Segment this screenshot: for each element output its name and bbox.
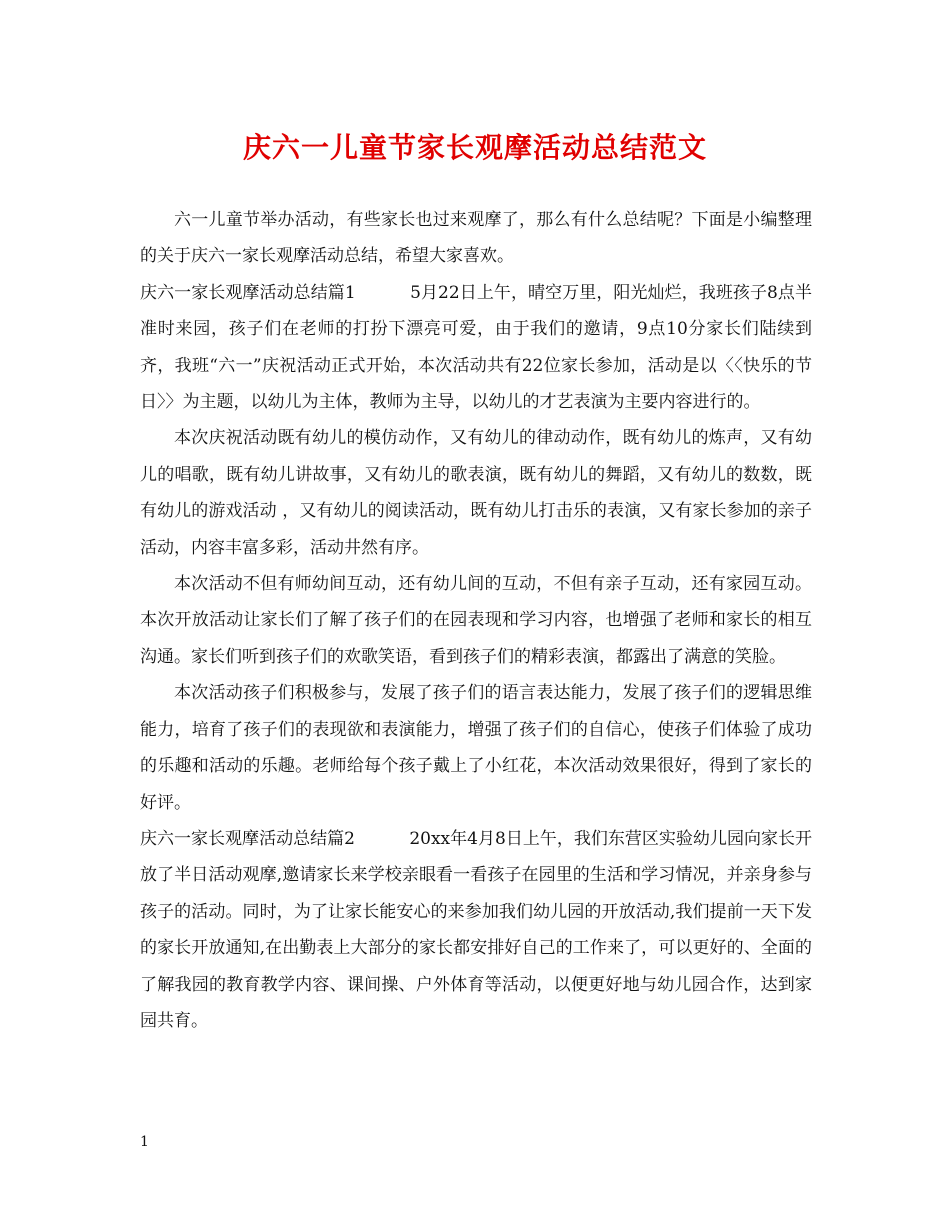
section1-lead-paragraph [140, 275, 812, 421]
document-title: 庆六一儿童节家长观摩活动总结范文 [242, 131, 707, 164]
document-body [140, 202, 812, 1039]
section2-lead-text: 20xx年4月8日上午，我们东营区实验幼儿园向家长开放了半日活动观摩,邀请家长来学校亲眼看一看孩子在园里的生活和学习情况，并亲身参与孩子的活动。同时，为了让家长能安心的来参加我们幼儿园的开放活动,我们提前一天下发的家长开放通知,在出勤表上大部分的家长都安排好自己的工作来了，可以更好的、全面的了解我园的教育教学内容、课间操、户外体育等活动，以便更好地与幼儿园合作，达到家园共育。 [140, 828, 812, 1031]
section1-paragraph-activities: 本次庆祝活动既有幼儿的模仿动作，又有幼儿的律动动作，既有幼儿的炼声，又有幼儿的唱歌，既有幼儿讲故事，又有幼儿的歌表演，既有幼儿的舞蹈，又有幼儿的数数，既有幼儿的游戏活动 ，又有幼儿的阅读活动，既有幼儿打击乐的表演，又有家长参加的亲子活动，内容丰富多彩，活动井然有序。 [140, 428, 812, 558]
section2-lead-paragraph [140, 821, 812, 1039]
section1-lead-text: 5月22日上午，晴空万里，阳光灿烂，我班孩子8点半准时来园，孩子们在老师的打扮下漂亮可爱，由于我们的邀请，9点10分家长们陆续到齐，我班“六一”庆祝活动正式开始，本次活动共有22位家长参加，活动是以〈〈快乐的节日〉〉为主题，以幼儿为主体，教师为主导，以幼儿的才艺表演为主要内容进行的。 [140, 282, 812, 413]
section1-paragraph-outcomes: 本次活动孩子们积极参与，发展了孩子们的语言表达能力，发展了孩子们的逻辑思维能力，培育了孩子们的表现欲和表演能力，增强了孩子们的自信心，使孩子们体验了成功的乐趣和活动的乐趣。老师给每个孩子戴上了小红花，本次活动效果很好，得到了家长的好评。 [140, 683, 812, 813]
intro-paragraph: 六一儿童节举办活动，有些家长也过来观摩了，那么有什么总结呢？下面是小编整理的关于庆六一家长观摩活动总结，希望大家喜欢。 [140, 210, 812, 267]
section2-heading: 庆六一家长观摩活动总结篇2 [140, 828, 355, 849]
section1-heading: 庆六一家长观摩活动总结篇1 [140, 282, 356, 303]
section1-paragraph-interaction: 本次活动不但有师幼间互动，还有幼儿间的互动，不但有亲子互动，还有家园互动。本次开放活动让家长们了解了孩子们的在园表现和学习内容，也增强了老师和家长的相互沟通。家长们听到孩子们的欢歌笑语，看到孩子们的精彩表演，都露出了满意的笑脸。 [140, 574, 812, 667]
page-number: 1 [140, 1134, 149, 1150]
